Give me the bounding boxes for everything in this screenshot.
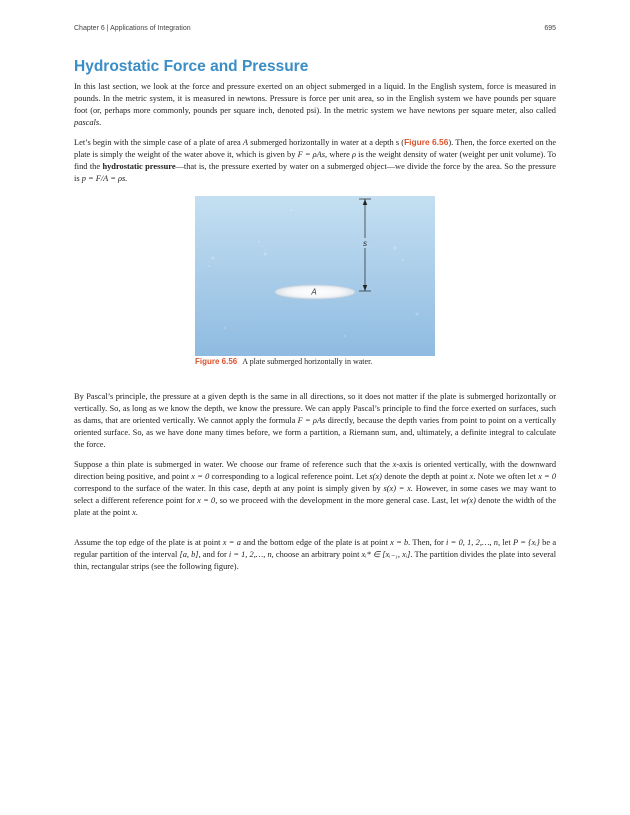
text-run: denote the width of the plate at the point — [74, 496, 557, 517]
math-pressure-formula: p = F/A = ρs. — [81, 174, 128, 183]
math-point-x: x. — [132, 508, 138, 517]
text-run: The partition divides the plate into several thin, rectangular strips (see the following figure). — [74, 550, 557, 571]
text-run: -axis is oriented vertically, with the downward direction being positive, and point — [74, 460, 557, 481]
text-run: —that is, the pressure exerted by water on a submerged object—we divide the force by the area. So the pressure is — [74, 162, 556, 183]
math-sample-point: xᵢ* ∈ [xᵢ₋₁, xᵢ]. — [361, 550, 413, 559]
math-force-formula: F = ρAs — [297, 416, 326, 425]
paragraph-plate-setup — [74, 136, 556, 185]
hydrostatic-pressure-term: hydrostatic pressure — [102, 162, 176, 171]
math-index-range: i = 0, 1, 2,…, n, — [446, 538, 501, 547]
text-run: and for — [202, 550, 227, 559]
x-point-variable: x — [469, 472, 474, 481]
text-run: so we proceed with the development in the more general case. Last, let — [219, 496, 459, 505]
text-run: correspond to the surface of the water. In this case, depth at any point is simply given by — [74, 484, 381, 493]
text-run: Suppose a thin plate is submerged in water. We choose our frame of reference such that the — [74, 460, 390, 469]
paragraph-intro: In this last section, we look at the force and pressure exerted on an object submerged in a liquid. In the English system, force is measured in pounds. In the metric system, it is measured in newtons. Pressure is force per unit area, so in the English system we have pounds per square foot (or, perhaps more commonly, pounds per square inch, denoted psi). In the metric system we have newtons per square meter, also called pascals. — [74, 82, 556, 127]
math-depth-function: s(x) — [369, 472, 382, 481]
text-run: let — [502, 538, 511, 547]
text-run: choose an arbitrary point — [275, 550, 360, 559]
running-header-chapter: Chapter 6 | Applications of Integration — [74, 25, 191, 32]
text-run: By Pascal’s principle, the pressure at a given depth is the same in all directions, so it does not matter if the plate is submerged horizontally or vertically. So, as long as we know the depth, we know the pressure. We can apply Pascal’s principle to find the force exerted on surfaces, such as dams, that are oriented vertically. We cannot apply the formula — [74, 392, 556, 425]
text-run: Then, for — [412, 538, 444, 547]
text-run: Assume the top edge of the plate is at point — [74, 538, 221, 547]
paragraph-pascal-principle — [74, 391, 556, 451]
math-width-function: w(x) — [461, 496, 476, 505]
math-x-equals-b: x = b. — [390, 538, 411, 547]
math-index-range: i = 1, 2,…, n, — [228, 550, 274, 559]
math-rho-symbol: ρ — [351, 150, 356, 159]
text-run: denote the depth at point — [384, 472, 468, 481]
plate-area-label: A — [311, 287, 317, 297]
math-x-equals-zero: x = 0, — [197, 496, 218, 505]
figure-6-56-link[interactable]: Figure 6.56 — [404, 137, 449, 147]
math-x-equals-a: x = a — [222, 538, 241, 547]
math-partition-set: P = {xᵢ} — [512, 538, 540, 547]
math-area-symbol: A — [242, 138, 249, 147]
water-body — [195, 196, 435, 356]
text-run: submerged horizontally in water at a depth s ( — [250, 138, 405, 147]
intro-text: In this last section, we look at the force and pressure exerted on an object submerged in a liquid. In the English system, force is measured in pounds. In the metric system, it is measured in newtons. Pressure is force per unit area, so in the English system we have pounds per square foot (or, perhaps more commonly, pounds per square inch, denoted psi). In the metric system we have newtons per square meter, also called — [74, 82, 556, 115]
x-axis-variable: x — [392, 460, 397, 469]
math-interval: [a, b], — [179, 550, 201, 559]
text-run: However, in some cases we may want to select a different reference point for — [74, 484, 557, 505]
text-run: and the bottom edge of the plate is at point — [243, 538, 388, 547]
section-title: Hydrostatic Force and Pressure — [74, 58, 309, 75]
paragraph-partition — [74, 537, 556, 573]
text-run: . Note we often let — [473, 472, 536, 481]
depth-label: s — [363, 239, 367, 248]
text-run: is the weight density of water (weight per unit volume). To find the — [74, 150, 557, 171]
figure-label: Figure 6.56 — [195, 357, 238, 366]
text-run: where — [329, 150, 350, 159]
paragraph-frame-of-reference — [74, 459, 556, 519]
figure-plate-submerged — [195, 196, 435, 356]
math-x-equals-zero: x = 0 — [191, 472, 210, 481]
math-x-equals-zero: x = 0 — [538, 472, 557, 481]
text-run: be a regular partition of the interval — [74, 538, 557, 559]
pascals-term: pascals — [74, 118, 100, 127]
running-header-page-number: 695 — [544, 25, 556, 32]
figure-caption — [195, 357, 372, 366]
text-run: directly, because the depth varies from point to point on a vertically oriented surface. So, as we have done many times before, we form a partition, a Riemann sum, and, ultimately, a definite integral to calculate the force. — [74, 416, 557, 449]
text-run: Let’s begin with the simple case of a plate of area — [74, 138, 241, 147]
math-depth-equals-x: s(x) = x. — [383, 484, 413, 493]
figure-caption-text: A plate submerged horizontally in water. — [242, 357, 373, 366]
text-run: corresponding to a logical reference point. Let — [211, 472, 368, 481]
math-force-formula: F = ρAs, — [297, 150, 328, 159]
text-run: ). Then, the force exerted on the plate is simply the weight of the water above it, which is given by — [74, 138, 557, 159]
